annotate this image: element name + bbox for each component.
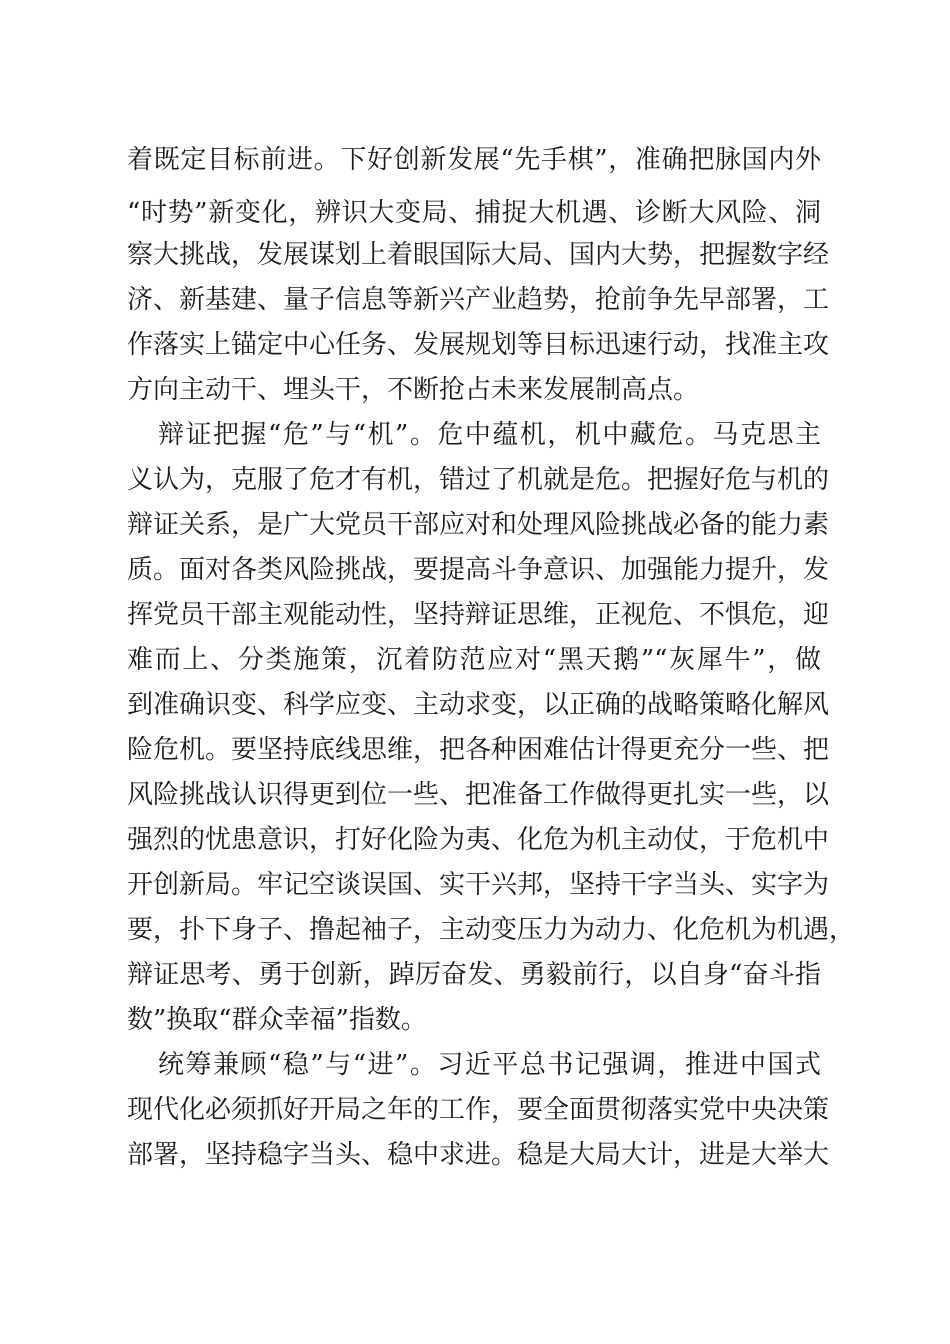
text-line: 义认为，克服了危才有机，错过了机就是危。把握好危与机的 bbox=[127, 465, 830, 495]
text-line: 现代化必须抓好开局之年的工作，要全面贯彻落实党中央决策 bbox=[127, 1095, 830, 1125]
text-line: 要，扑下身子、撸起袖子，主动变压力为动力、化危机为机遇， bbox=[127, 915, 856, 945]
text-line: 质。面对各类风险挑战，要提高斗争意识、加强能力提升，发 bbox=[127, 555, 830, 585]
paragraph-heading-line: 辩证把握“危”与“机”。危中蕴机，机中藏危。马克思主 bbox=[158, 420, 821, 450]
text-line: 挥党员干部主观能动性，坚持辩证思维，正视危、不惧危，迎 bbox=[127, 600, 830, 630]
text-line: 难而上、分类施策，沉着防范应对“黑天鹅”“灰犀牛”，做 bbox=[127, 645, 821, 675]
text-line: 着既定目标前进。下好创新发展“先手棋”，准确把脉国内外 bbox=[127, 145, 821, 175]
text-line: 察大挑战，发展谋划上着眼国际大局、国内大势，把握数字经 bbox=[127, 240, 830, 270]
text-line: 辩证关系，是广大党员干部应对和处理风险挑战必备的能力素 bbox=[127, 510, 830, 540]
paragraph-heading-line: 统筹兼顾“稳”与“进”。习近平总书记强调，推进中国式 bbox=[158, 1050, 821, 1080]
text-line: 风险挑战认识得更到位一些、把准备工作做得更扎实一些，以 bbox=[127, 780, 830, 810]
text-line: 辩证思考、勇于创新，踔厉奋发、勇毅前行，以自身“奋斗指 bbox=[127, 960, 821, 990]
text-line: 方向主动干、埋头干，不断抢占未来发展制高点。 bbox=[127, 375, 700, 405]
text-line: 数”换取“群众幸福”指数。 bbox=[127, 1005, 427, 1035]
text-line: 到准确识变、科学应变、主动求变，以正确的战略策略化解风 bbox=[127, 690, 830, 720]
text-line: 部署，坚持稳字当头、稳中求进。稳是大局大计，进是大举大 bbox=[127, 1140, 830, 1170]
text-line: 济、新基建、量子信息等新兴产业趋势，抢前争先早部署，工 bbox=[127, 285, 830, 315]
text-line: 险危机。要坚持底线思维，把各种困难估计得更充分一些、把 bbox=[127, 735, 830, 765]
text-line: 作落实上锚定中心任务、发展规划等目标迅速行动，找准主攻 bbox=[127, 330, 830, 360]
text-line: “时势”新变化，辨识大变局、捕捉大机遇、诊断大风险、洞 bbox=[127, 198, 821, 228]
text-line: 强烈的忧患意识，打好化险为夷、化危为机主动仗，于危机中 bbox=[127, 825, 830, 855]
text-line: 开创新局。牢记空谈误国、实干兴邦，坚持干字当头、实字为 bbox=[127, 870, 830, 900]
